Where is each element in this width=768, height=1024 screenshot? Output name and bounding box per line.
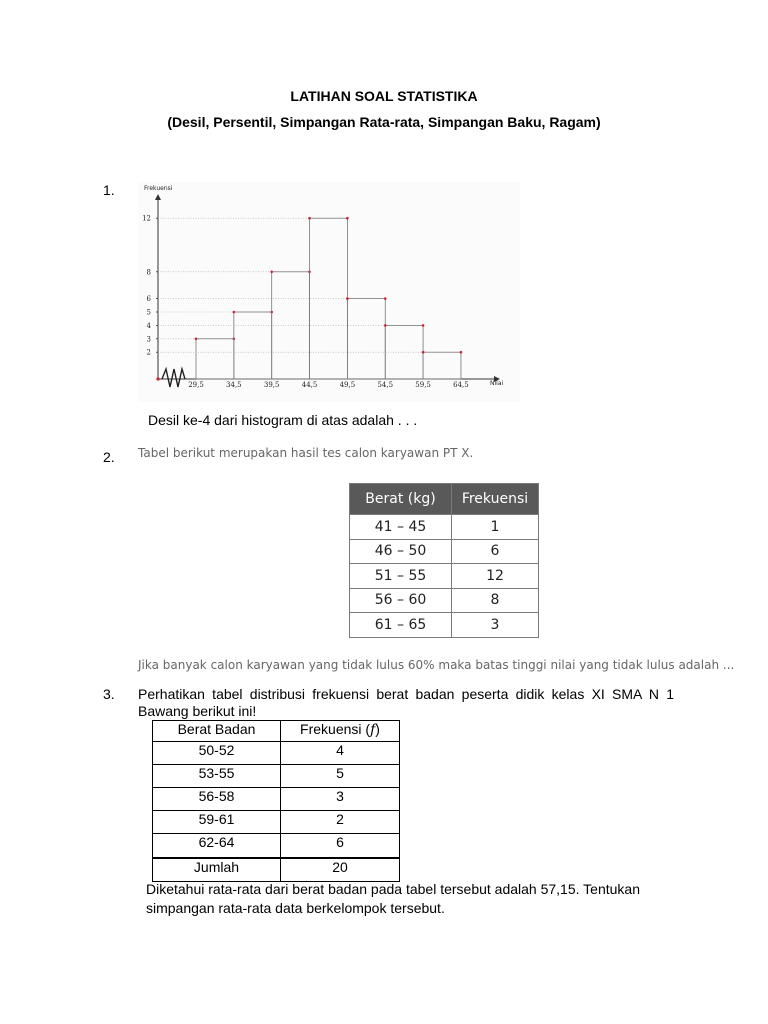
table-cell: 3 (452, 613, 539, 638)
table-row (350, 539, 539, 564)
column-header-frequency: Frekuensi (452, 484, 539, 515)
x-tick-label: 59,5 (415, 381, 431, 389)
x-tick-label: 34,5 (226, 381, 242, 389)
question-3-text: Diketahui rata-rata dari berat badan pada tabel tersebut adalah 57,15. Tentukan simpangan rata-rata data berkelompok tersebut. (146, 881, 640, 916)
table-row (153, 765, 400, 788)
total-value: 20 (281, 858, 400, 882)
table-row (350, 564, 539, 589)
bar-corner-point (346, 297, 349, 300)
x-tick-label: 39,5 (263, 381, 280, 389)
question-3-intro: Perhatikan tabel distribusi frekuensi berat badan peserta didik kelas XI SMA N 1 Bawang berikut ini! (138, 686, 674, 719)
table-cell: 51 – 55 (350, 564, 452, 589)
table-cell: 61 – 65 (350, 613, 452, 638)
bar-corner-point (384, 324, 387, 327)
total-label: Jumlah (153, 858, 281, 882)
table-cell: 5 (281, 765, 400, 788)
histogram-bar (234, 312, 272, 379)
column-header-weight: Berat (kg) (350, 484, 452, 515)
table-row (153, 834, 400, 858)
question-2-intro: Tabel berikut merupakan hasil tes calon karyawan PT X. (138, 446, 474, 460)
y-tick-label: 3 (146, 335, 151, 344)
x-tick-label: 64,5 (453, 381, 469, 389)
header-f-symbol: f (370, 722, 376, 738)
histogram-bar (196, 339, 234, 379)
table-cell: 56 – 60 (350, 588, 452, 613)
histogram-bar (423, 352, 461, 379)
y-tick-label: 5 (146, 308, 151, 317)
y-tick-label: 6 (146, 295, 151, 304)
question-1-text: Desil ke-4 dari histogram di atas adalah . . . (148, 412, 418, 428)
x-tick-label: 54,5 (377, 381, 394, 389)
origin-point (156, 377, 159, 380)
x-axis-label: Nilai (490, 380, 504, 387)
page-subtitle: (Desil, Persentil, Simpangan Rata-rata, Simpangan Baku, Ragam) (167, 114, 601, 130)
table-cell: 2 (281, 811, 400, 834)
question-1-number: 1. (103, 182, 115, 198)
x-tick-label: 29,5 (188, 381, 204, 389)
table-cell: 12 (452, 564, 539, 589)
histogram-chart (138, 182, 520, 402)
column-header-body-weight: Berat Badan (153, 721, 281, 742)
bar-corner-point (460, 351, 463, 354)
table-cell: 6 (281, 834, 400, 858)
y-axis-label: Frekuensi (144, 185, 173, 192)
table-cell: 8 (452, 588, 539, 613)
y-axis-arrow (155, 194, 161, 200)
table-total-row (153, 858, 400, 882)
table-cell: 59-61 (153, 811, 281, 834)
y-tick-label: 4 (146, 321, 151, 330)
table-header-row (153, 721, 400, 742)
bar-corner-point (384, 297, 387, 300)
table-cell: 46 – 50 (350, 539, 452, 564)
axis-break-mark (162, 369, 185, 387)
page-title: LATIHAN SOAL STATISTIKA (290, 88, 478, 104)
bar-corner-point (270, 271, 273, 274)
histogram-svg (138, 182, 520, 402)
table-row (153, 788, 400, 811)
table-row (153, 742, 400, 765)
bar-corner-point (422, 351, 425, 354)
column-header-frequency (281, 721, 400, 742)
bar-corner-point (308, 217, 311, 220)
table-cell: 3 (281, 788, 400, 811)
weight-table (349, 483, 539, 638)
table-cell: 1 (452, 515, 539, 540)
table-cell: 6 (452, 539, 539, 564)
table-cell: 62-64 (153, 834, 281, 858)
bar-corner-point (195, 338, 198, 341)
x-tick-label: 49,5 (339, 381, 356, 389)
table-row (350, 515, 539, 540)
bar-corner-point (233, 311, 236, 314)
y-tick-label: 12 (142, 214, 151, 223)
table-header-row (350, 484, 539, 515)
table-cell: 56-58 (153, 788, 281, 811)
y-tick-label: 2 (146, 348, 151, 357)
header-text: Frekuensi ( (300, 721, 371, 737)
table-row (350, 588, 539, 613)
y-tick-label: 8 (146, 268, 151, 277)
histogram-bar (347, 299, 385, 379)
question-3-number: 3. (103, 686, 115, 702)
table-cell: 4 (281, 742, 400, 765)
question-2-text: Jika banyak calon karyawan yang tidak lulus 60% maka batas tinggi nilai yang tidak lulus adalah ... (138, 658, 735, 672)
table-row (153, 811, 400, 834)
table-cell: 41 – 45 (350, 515, 452, 540)
question-2-number: 2. (103, 449, 115, 465)
bar-corner-point (422, 324, 425, 327)
body-weight-table (152, 720, 400, 882)
x-tick-label: 44,5 (301, 381, 318, 389)
header-text-close: ) (375, 721, 380, 737)
table-row (350, 613, 539, 638)
table-cell: 53-55 (153, 765, 281, 788)
table-cell: 50-52 (153, 742, 281, 765)
bar-corner-point (346, 217, 349, 220)
